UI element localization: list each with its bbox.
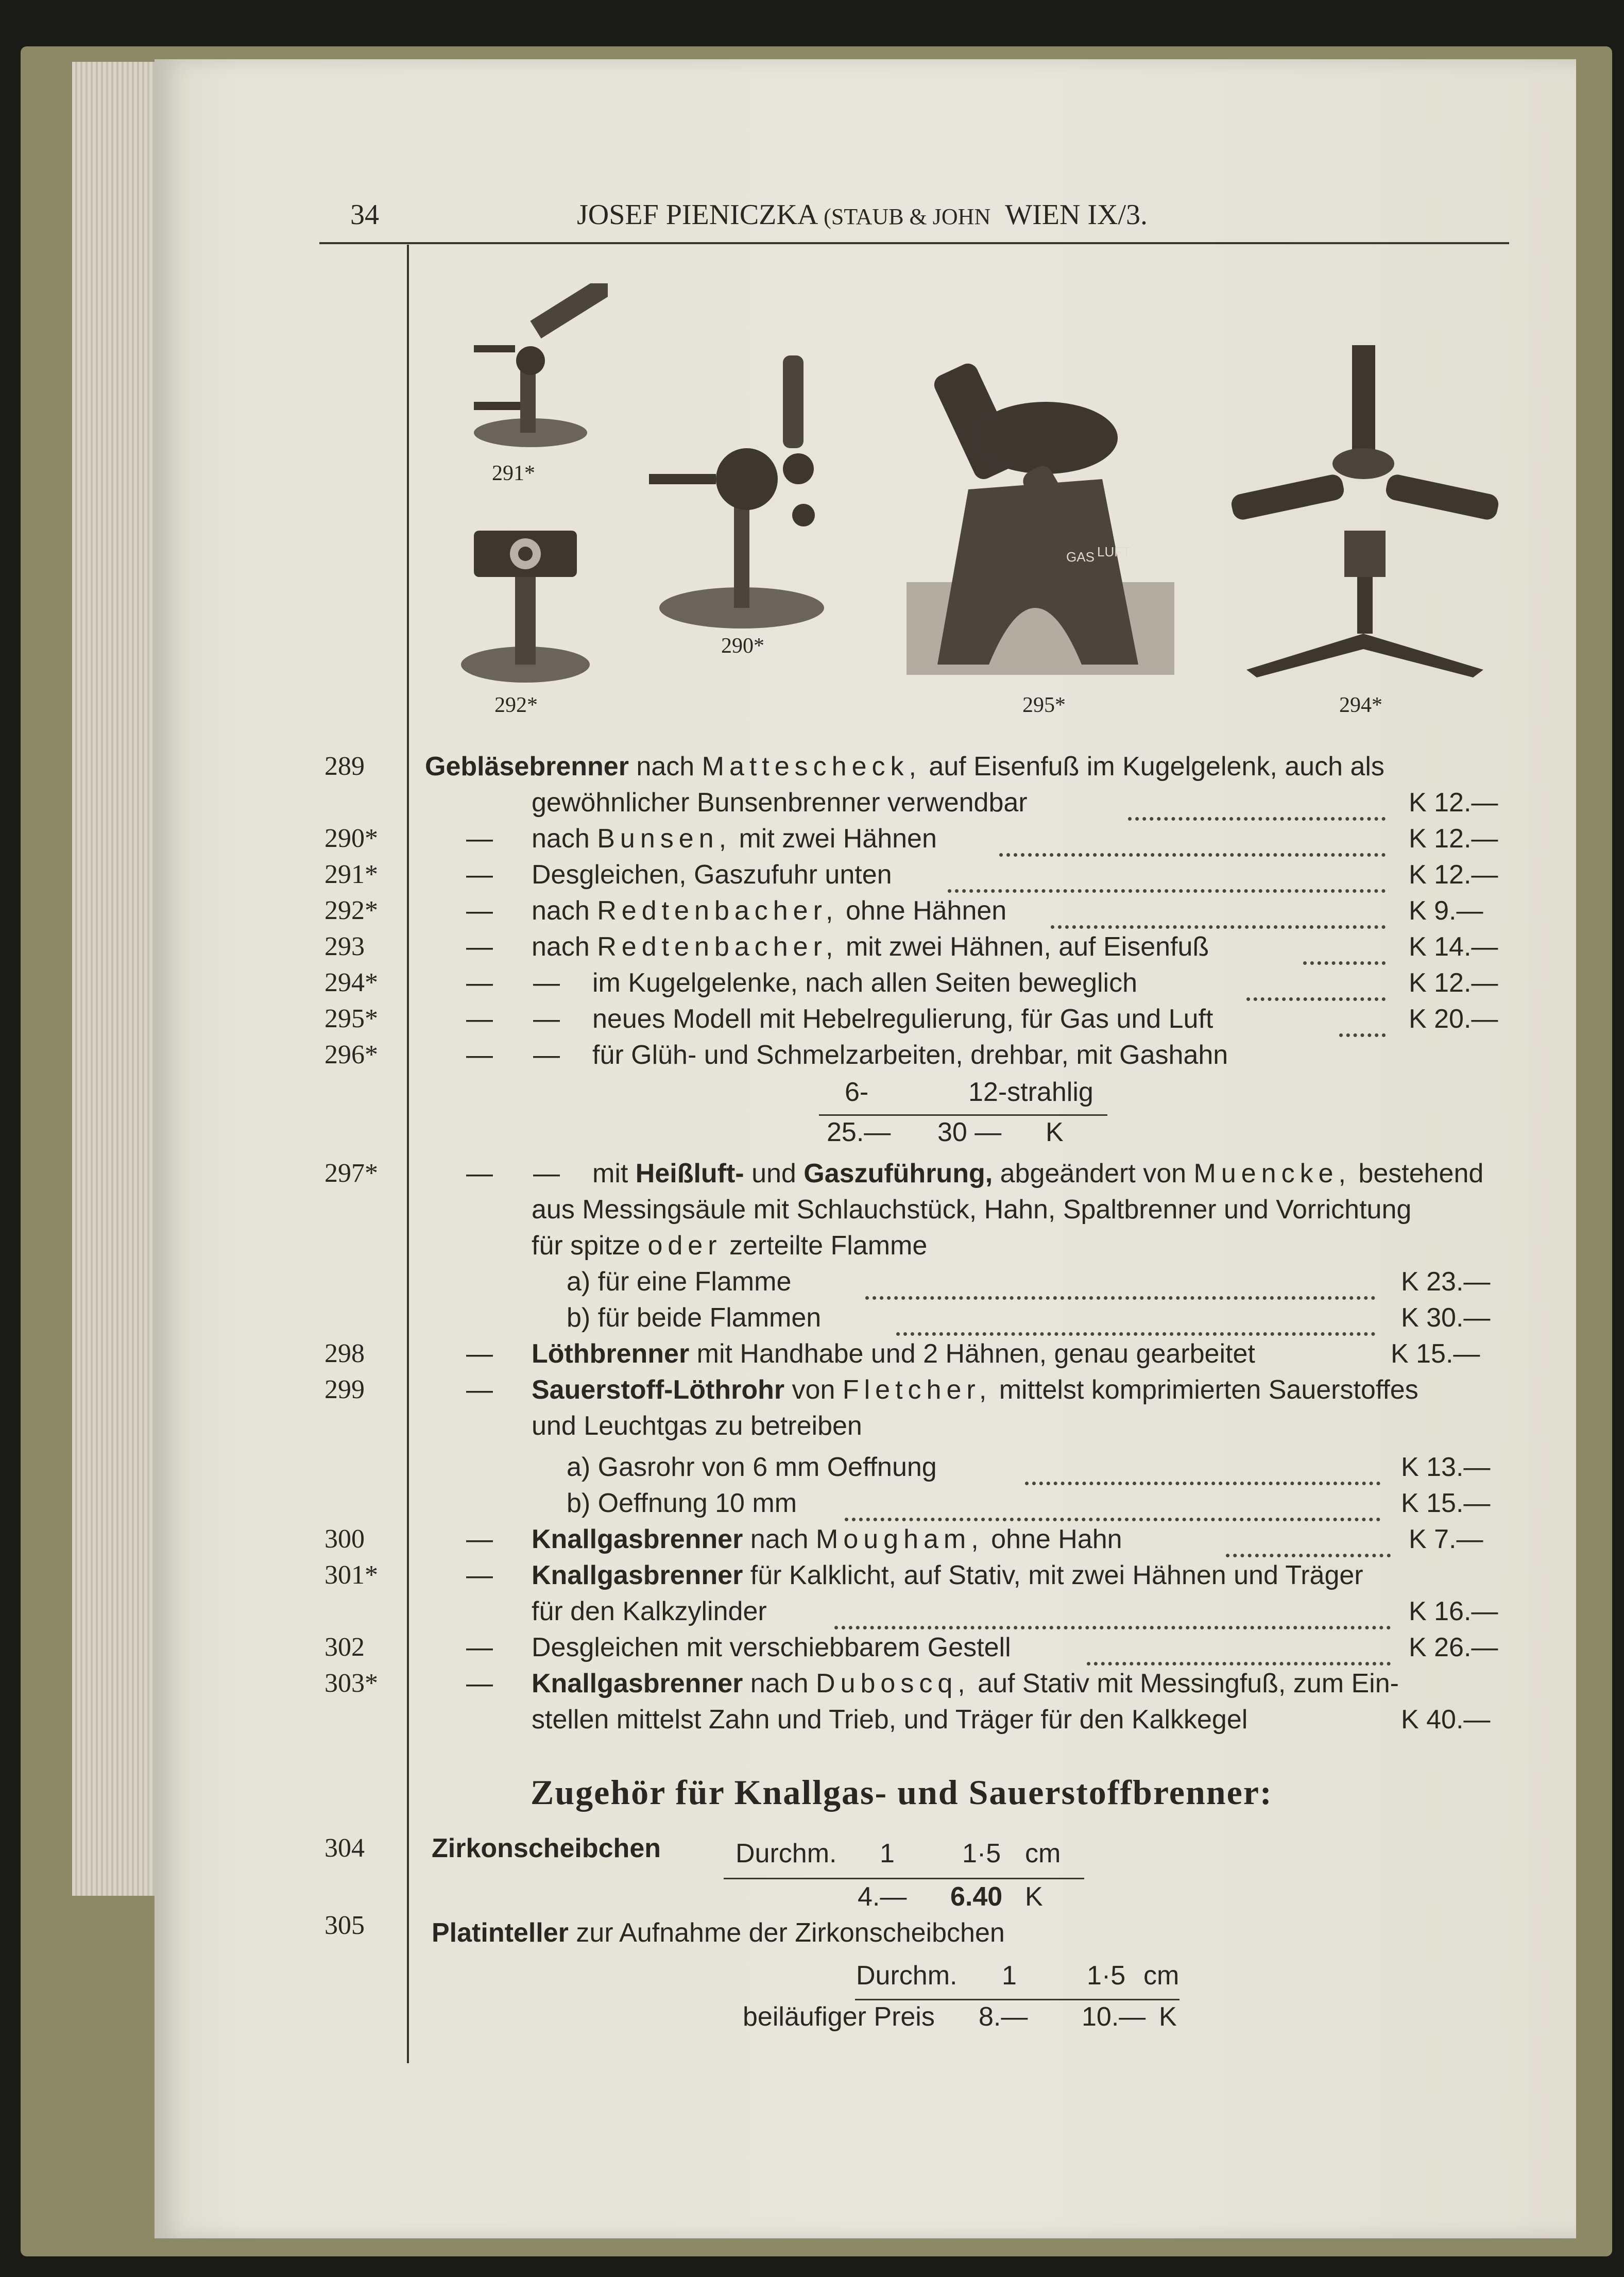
- ditto-dash: —: [466, 824, 493, 854]
- ditto-dash: —: [533, 1040, 560, 1070]
- item-number-291: 291*: [324, 860, 378, 889]
- ditto-dash: —: [533, 1004, 560, 1034]
- item-number-295: 295*: [324, 1004, 378, 1033]
- item-289-line2: gewöhnlicher Bunsenbrenner verwendbar: [532, 788, 1028, 818]
- ditto-dash: —: [466, 896, 493, 926]
- ditto-dash: —: [466, 1339, 493, 1369]
- item-304-name: Zirkonscheibchen: [432, 1833, 661, 1863]
- item-300-price: K 7.—: [1409, 1524, 1483, 1554]
- item-number-293: 293: [324, 932, 365, 961]
- item-301-line1: Knallgasbrenner für Kalklicht, auf Stativ, mit zwei Hähnen und Träger: [532, 1560, 1363, 1590]
- item-number-300: 300: [324, 1524, 365, 1554]
- item-296-price2: 30 —: [937, 1117, 1002, 1147]
- item-295-text: neues Modell mit Hebelregulierung, für Gas und Luft: [592, 1004, 1213, 1034]
- item-303-price: K 40.—: [1401, 1705, 1491, 1735]
- item-303-line1: Knallgasbrenner nach Duboscq, auf Stativ mit Messingfuß, zum Ein-: [532, 1669, 1399, 1698]
- figure-291-burner-illustration: [443, 283, 608, 453]
- item-295-price: K 20.—: [1409, 1004, 1498, 1034]
- dot-leader: [1051, 906, 1386, 929]
- item-294-price: K 12.—: [1409, 968, 1498, 998]
- item-302-price: K 26.—: [1409, 1633, 1498, 1662]
- item-291-price: K 12.—: [1409, 860, 1498, 890]
- figure-label-291: 291*: [492, 462, 535, 485]
- item-305-unit: cm: [1143, 1961, 1179, 1991]
- page-edges: [72, 62, 165, 1896]
- page-number: 34: [350, 199, 379, 231]
- figure-text-luft: LUFT: [1097, 544, 1131, 559]
- item-296-col1: 6-: [845, 1077, 869, 1107]
- item-297-line1: mit Heißluft- und Gaszuführung, abgeändert von Muencke, bestehend: [592, 1159, 1484, 1188]
- dot-leader: [1025, 1462, 1380, 1485]
- item-305-text: Platinteller zur Aufnahme der Zirkonscheibchen: [432, 1918, 1005, 1948]
- section-title: Zugehör für Knallgas- und Sauerstoffbrenner:: [531, 1773, 1273, 1812]
- item-290-text: nach Bunsen, mit zwei Hähnen: [532, 824, 937, 854]
- figure-label-295: 295*: [1022, 693, 1066, 717]
- item-304-size2: 1·5: [962, 1839, 1001, 1868]
- item-number-304: 304: [324, 1833, 365, 1863]
- item-number-301: 301*: [324, 1560, 378, 1590]
- ditto-dash: —: [466, 1159, 493, 1188]
- dot-leader: [1128, 797, 1386, 821]
- item-297-price-b: K 30.—: [1401, 1303, 1491, 1333]
- item-305-price-label: beiläufiger Preis: [743, 2002, 935, 2032]
- item-303-line2: stellen mittelst Zahn und Trieb, und Träger für den Kalkkegel: [532, 1705, 1248, 1735]
- dot-leader: [1226, 1534, 1391, 1557]
- table-rule: [855, 1999, 1179, 2000]
- dot-leader: [999, 834, 1386, 857]
- dot-leader: [1339, 1014, 1386, 1037]
- item-299-price-a: K 13.—: [1401, 1452, 1491, 1482]
- figure-292-burner-illustration: [443, 510, 597, 685]
- item-299-line1: Sauerstoff-Löthrohr von Fletcher, mittelst komprimierten Sauerstoffes: [532, 1375, 1418, 1405]
- dot-leader: [896, 1313, 1375, 1336]
- item-290-price: K 12.—: [1409, 824, 1498, 854]
- item-number-298: 298: [324, 1339, 365, 1368]
- item-301-line2: für den Kalkzylinder: [532, 1596, 767, 1626]
- item-number-292: 292*: [324, 896, 378, 925]
- dot-leader: [845, 1498, 1380, 1521]
- firm-name: JOSEF PIENICZKA (STAUB & JOHN WIEN IX/3.: [577, 199, 1148, 231]
- item-298-text: Löthbrenner mit Handhabe und 2 Hähnen, genau gearbeitet: [532, 1339, 1255, 1369]
- figure-294-burner-illustration: [1216, 335, 1514, 685]
- item-number-289: 289: [324, 752, 365, 781]
- item-299-price-b: K 15.—: [1401, 1488, 1491, 1518]
- ditto-dash: —: [466, 860, 493, 890]
- dot-leader: [834, 1606, 1391, 1629]
- item-292-price: K 9.—: [1409, 896, 1483, 926]
- dot-leader: [865, 1277, 1375, 1300]
- item-301-price: K 16.—: [1409, 1596, 1498, 1626]
- item-293-price: K 14.—: [1409, 932, 1498, 962]
- item-number-297: 297*: [324, 1159, 378, 1188]
- figure-label-290: 290*: [721, 634, 764, 658]
- item-300-text: Knallgasbrenner nach Mougham, ohne Hahn: [532, 1524, 1122, 1554]
- table-rule: [819, 1114, 1107, 1116]
- item-number-299: 299: [324, 1375, 365, 1404]
- item-299-option-b: b) Oeffnung 10 mm: [567, 1488, 797, 1518]
- ditto-dash: —: [466, 932, 493, 962]
- item-289-line1: Gebläsebrenner nach Mattescheck, auf Eisenfuß im Kugelgelenk, auch als: [425, 752, 1384, 781]
- item-number-294: 294*: [324, 968, 378, 997]
- item-297-option-a: a) für eine Flamme: [567, 1267, 792, 1297]
- dot-leader: [1303, 942, 1386, 965]
- item-289-price: K 12.—: [1409, 788, 1498, 818]
- item-number-296: 296*: [324, 1040, 378, 1069]
- item-293-text: nach Redtenbacher, mit zwei Hähnen, auf Eisenfuß: [532, 932, 1209, 962]
- figure-text-gas: GAS: [1066, 549, 1095, 565]
- item-305-price1: 8.—: [979, 2002, 1028, 2032]
- item-297-price-a: K 23.—: [1401, 1267, 1491, 1297]
- ditto-dash: —: [533, 1159, 560, 1188]
- ditto-dash: —: [466, 968, 493, 998]
- item-292-text: nach Redtenbacher, ohne Hähnen: [532, 896, 1007, 926]
- item-296-col2: 12-strahlig: [968, 1077, 1093, 1107]
- dot-leader: [948, 870, 1386, 893]
- ditto-dash: —: [466, 1040, 493, 1070]
- item-number-305: 305: [324, 1911, 365, 1940]
- figure-label-294: 294*: [1339, 693, 1382, 717]
- ditto-dash: —: [466, 1004, 493, 1034]
- item-304-price1: 4.—: [858, 1882, 907, 1912]
- ditto-dash: —: [466, 1669, 493, 1698]
- column-rule: [407, 245, 409, 2063]
- item-299-line2: und Leuchtgas zu betreiben: [532, 1411, 862, 1441]
- item-298-price: K 15.—: [1391, 1339, 1480, 1369]
- item-number-290: 290*: [324, 824, 378, 853]
- ditto-dash: —: [466, 1560, 493, 1590]
- dot-leader: [1246, 978, 1386, 1001]
- item-299-option-a: a) Gasrohr von 6 mm Oeffnung: [567, 1452, 937, 1482]
- item-305-size1: 1: [1002, 1961, 1017, 1991]
- figure-label-292: 292*: [494, 693, 538, 717]
- item-305-size2: 1·5: [1087, 1961, 1126, 1991]
- item-296-price1: 25.—: [827, 1117, 891, 1147]
- item-305-price2: 10.—: [1082, 2002, 1146, 2032]
- item-296-currency: K: [1046, 1117, 1064, 1147]
- item-304-unit: cm: [1025, 1839, 1061, 1868]
- item-304-label: Durchm.: [736, 1839, 837, 1868]
- ditto-dash: —: [466, 1633, 493, 1662]
- item-294-text: im Kugelgelenke, nach allen Seiten beweglich: [592, 968, 1138, 998]
- table-rule: [724, 1878, 1084, 1879]
- figure-295-burner-illustration: [896, 335, 1185, 685]
- item-297-option-b: b) für beide Flammen: [567, 1303, 822, 1333]
- item-number-303: 303*: [324, 1669, 378, 1698]
- item-302-text: Desgleichen mit verschiebbarem Gestell: [532, 1633, 1011, 1662]
- item-291-text: Desgleichen, Gaszufuhr unten: [532, 860, 892, 890]
- item-304-currency: K: [1025, 1882, 1043, 1912]
- dot-leader: [1087, 1642, 1391, 1666]
- item-296-text: für Glüh- und Schmelzarbeiten, drehbar, mit Gashahn: [592, 1040, 1228, 1070]
- item-304-price2: 6.40: [950, 1882, 1003, 1912]
- page-header: [319, 196, 1509, 244]
- item-number-302: 302: [324, 1633, 365, 1662]
- item-297-line3: für spitze oder zerteilte Flamme: [532, 1231, 928, 1261]
- figure-290-burner-illustration: [639, 345, 865, 634]
- item-297-line2: aus Messingsäule mit Schlauchstück, Hahn, Spaltbrenner und Vorrichtung: [532, 1195, 1412, 1225]
- item-304-size1: 1: [880, 1839, 895, 1868]
- item-305-label: Durchm.: [856, 1961, 958, 1991]
- ditto-dash: —: [533, 968, 560, 998]
- item-305-currency: K: [1159, 2002, 1177, 2032]
- ditto-dash: —: [466, 1524, 493, 1554]
- ditto-dash: —: [466, 1375, 493, 1405]
